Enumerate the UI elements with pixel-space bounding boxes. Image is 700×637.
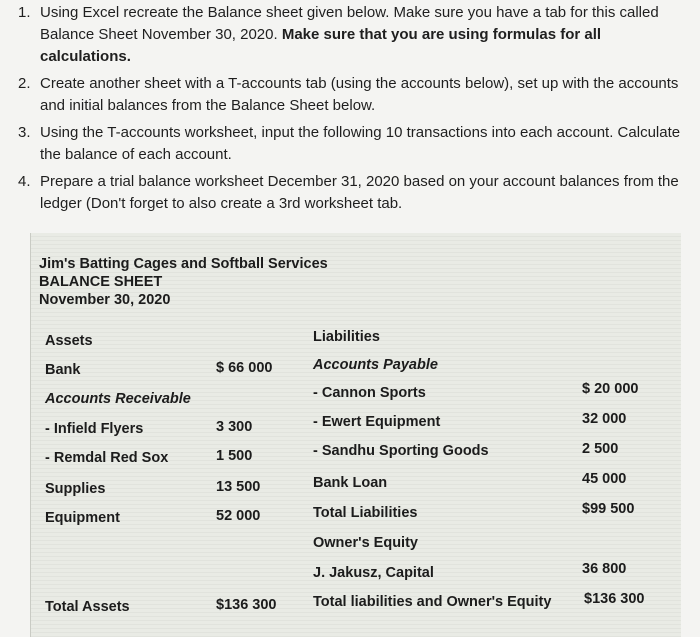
sandhu-sporting-goods-value: 2 500	[582, 441, 619, 457]
supplies-value: 13 500	[216, 479, 261, 495]
supplies-label: Supplies	[45, 481, 106, 497]
instruction-text: Using the T-accounts worksheet, input the following 10 transactions into each account. Calculate the balance of each account.	[40, 124, 681, 163]
cannon-sports-value: $ 20 000	[582, 381, 639, 397]
instruction-text: Create another sheet with a T-accounts tab (using the accounts below), set up with the accounts and initial balances from the Balance Sheet below.	[40, 75, 679, 114]
total-liabilities-value: $99 500	[582, 501, 635, 517]
instruction-text: Using Excel recreate the Balance sheet given below. Make sure you have a tab for this called Balance Sheet November 30, 2020.	[40, 4, 659, 43]
remdal-red-sox-value: 1 500	[216, 448, 253, 464]
bank-label: Bank	[45, 362, 81, 378]
cannon-sports-label: - Cannon Sports	[313, 385, 426, 401]
total-liabilities-equity-label: Total liabilities and Owner's Equity	[313, 594, 552, 610]
instruction-number: 3.	[18, 124, 31, 141]
total-liabilities-equity-value: $136 300	[584, 591, 645, 607]
sheet-title: BALANCE SHEET	[39, 274, 163, 290]
sandhu-sporting-goods-label: - Sandhu Sporting Goods	[313, 443, 489, 459]
bank-value: $ 66 000	[216, 360, 273, 376]
remdal-red-sox-label: - Remdal Red Sox	[45, 450, 169, 466]
capital-value: 36 800	[582, 561, 627, 577]
bank-loan-value: 45 000	[582, 471, 627, 487]
instruction-text: Prepare a trial balance worksheet December 31, 2020 based on your account balances from the ledger (Don't forget to also create a 3rd worksheet tab.	[40, 173, 679, 212]
equipment-label: Equipment	[45, 510, 120, 526]
instructions-list	[18, 2, 688, 220]
instruction-item	[18, 73, 688, 117]
infield-flyers-label: - Infield Flyers	[45, 421, 144, 437]
instruction-item	[18, 2, 688, 68]
assets-header: Assets	[45, 333, 93, 349]
balance-sheet	[30, 233, 681, 637]
ewert-equipment-label: - Ewert Equipment	[313, 414, 441, 430]
instruction-number: 4.	[18, 173, 31, 190]
bank-loan-label: Bank Loan	[313, 475, 388, 491]
sheet-date: November 30, 2020	[39, 292, 171, 308]
owners-equity-header: Owner's Equity	[313, 535, 418, 551]
instruction-item	[18, 171, 688, 215]
instruction-number: 1.	[18, 4, 31, 21]
total-liabilities-label: Total Liabilities	[313, 505, 418, 521]
accounts-receivable-label: Accounts Receivable	[45, 391, 191, 407]
equipment-value: 52 000	[216, 508, 261, 524]
company-name: Jim's Batting Cages and Softball Services	[39, 256, 328, 272]
instruction-bold-text: Make sure that you are using formulas for all calculations.	[40, 26, 602, 65]
infield-flyers-value: 3 300	[216, 419, 253, 435]
instruction-item	[18, 122, 688, 166]
total-assets-value: $136 300	[216, 597, 277, 613]
capital-label: J. Jakusz, Capital	[313, 565, 434, 581]
instruction-number: 2.	[18, 75, 31, 92]
total-assets-label: Total Assets	[45, 599, 130, 615]
liabilities-header: Liabilities	[313, 329, 380, 345]
ewert-equipment-value: 32 000	[582, 411, 627, 427]
accounts-payable-label: Accounts Payable	[313, 357, 438, 373]
